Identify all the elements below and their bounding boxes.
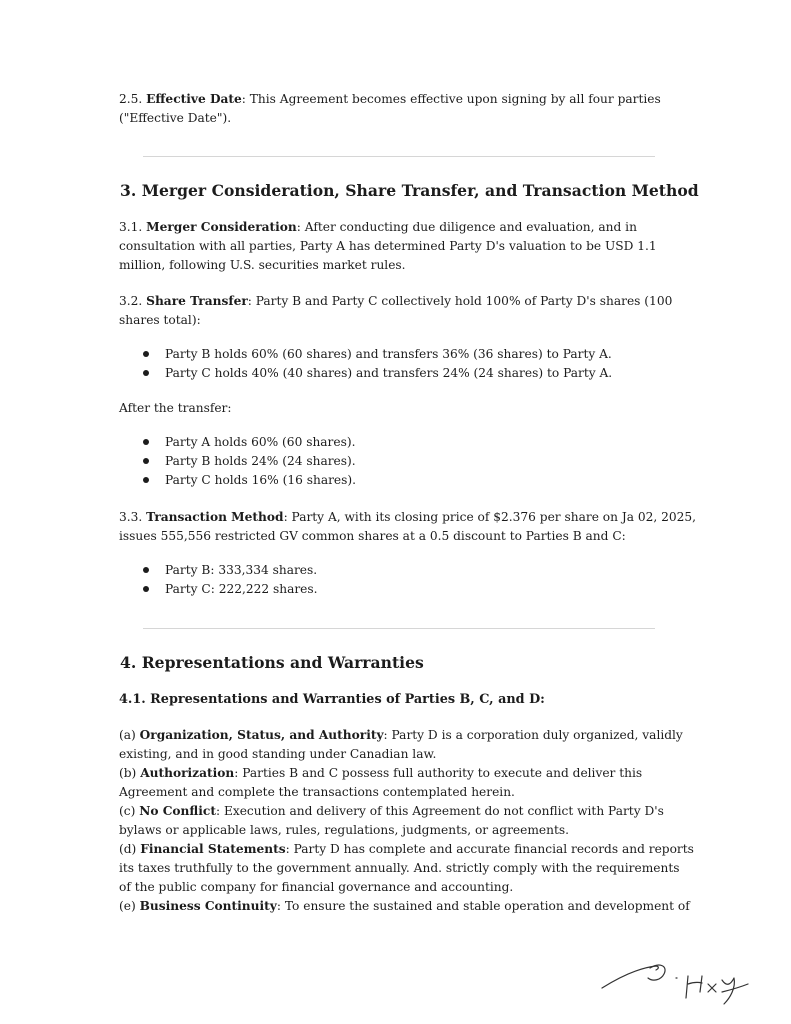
section-4-heading: 4. Representations and Warranties xyxy=(120,653,424,672)
signature-stroke xyxy=(700,976,702,992)
section-3-3 xyxy=(119,508,697,546)
share-issuance-list xyxy=(143,561,318,599)
list-item: Party B: 333,334 shares. xyxy=(143,561,318,580)
after-transfer-list xyxy=(143,433,356,490)
list-item: Party C: 222,222 shares. xyxy=(143,580,318,599)
clause-text: issues 555,556 restricted GV common shares at a 0.5 discount to Parties B and C: xyxy=(119,529,626,543)
handwritten-initials xyxy=(598,958,754,1008)
clause-text: shares total): xyxy=(119,313,201,327)
clause-text: : To ensure the sustained and stable operation and development of xyxy=(276,899,690,913)
clause-label: (b) xyxy=(119,766,141,780)
section-divider xyxy=(143,628,655,629)
clause-text: : Party A, with its closing price of $2.376 per share on Ja 02, 2025, xyxy=(283,510,697,524)
clause-number: 3.3. xyxy=(119,510,147,524)
clause-number: 3.2. xyxy=(119,294,147,308)
list-item: Party B holds 60% (60 shares) and transfers 36% (36 shares) to Party A. xyxy=(143,345,612,364)
clause-text: : Party D has complete and accurate financial records and reports xyxy=(285,842,694,856)
clause-text: : Parties B and C possess full authority to execute and deliver this xyxy=(234,766,643,780)
clause-term: Authorization xyxy=(140,766,235,780)
clause-term: Transaction Method xyxy=(146,510,284,524)
signature-stroke xyxy=(722,984,748,992)
section-divider xyxy=(143,156,655,157)
clause-text: million, following U.S. securities market rules. xyxy=(119,258,406,272)
clause-text: : Party B and Party C collectively hold 100% of Party D's shares (100 xyxy=(247,294,673,308)
clause-text: : This Agreement becomes effective upon signing by all four parties xyxy=(241,92,661,106)
section-3-heading: 3. Merger Consideration, Share Transfer, and Transaction Method xyxy=(120,181,699,200)
section-3-2 xyxy=(119,292,679,330)
clause-number: 2.5. xyxy=(119,92,147,106)
clause-text: of the public company for financial governance and accounting. xyxy=(119,880,514,894)
clause-label: (a) xyxy=(119,728,140,742)
signature-stroke xyxy=(708,984,716,992)
clause-term: Organization, Status, and Authority xyxy=(139,728,384,742)
warranties-clauses xyxy=(119,726,694,916)
section-2-5 xyxy=(119,90,679,128)
list-item: Party B holds 24% (24 shares). xyxy=(143,452,356,471)
clause-number: 3.1. xyxy=(119,220,147,234)
signature-stroke xyxy=(686,976,688,998)
after-transfer-label: After the transfer: xyxy=(119,401,232,415)
clause-label: (e) xyxy=(119,899,140,913)
share-transfer-list xyxy=(143,345,612,383)
clause-term: Financial Statements xyxy=(140,842,286,856)
clause-label: (c) xyxy=(119,804,140,818)
list-item: Party C holds 16% (16 shares). xyxy=(143,471,356,490)
section-3-1 xyxy=(119,218,679,275)
clause-text: bylaws or applicable laws, rules, regulations, judgments, or agreements. xyxy=(119,823,569,837)
clause-text: : Execution and delivery of this Agreement do not conflict with Party D's xyxy=(215,804,664,818)
clause-label: (d) xyxy=(119,842,141,856)
signature-stroke xyxy=(602,966,658,988)
clause-text: existing, and in good standing under Canadian law. xyxy=(119,747,437,761)
clause-text: its taxes truthfully to the government annually. And. strictly comply with the requirements xyxy=(119,861,680,875)
clause-term: Merger Consideration xyxy=(146,220,297,234)
clause-text: Agreement and complete the transactions contemplated herein. xyxy=(119,785,515,799)
list-item: Party A holds 60% (60 shares). xyxy=(143,433,356,452)
clause-text: ("Effective Date"). xyxy=(119,111,232,125)
clause-text: : Party D is a corporation duly organized, validly xyxy=(383,728,683,742)
clause-term: Business Continuity xyxy=(139,899,277,913)
section-4-1-heading: 4.1. Representations and Warranties of Parties B, C, and D: xyxy=(119,692,545,707)
signature-stroke xyxy=(688,982,702,984)
clause-term: Effective Date xyxy=(146,92,242,106)
list-item: Party C holds 40% (40 shares) and transfers 24% (24 shares) to Party A. xyxy=(143,364,612,383)
signature-stroke xyxy=(648,965,665,980)
clause-text: : After conducting due diligence and evaluation, and in xyxy=(296,220,637,234)
clause-term: Share Transfer xyxy=(146,294,248,308)
clause-term: No Conflict xyxy=(139,804,216,818)
clause-text: consultation with all parties, Party A has determined Party D's valuation to be USD 1.1 xyxy=(119,239,657,253)
